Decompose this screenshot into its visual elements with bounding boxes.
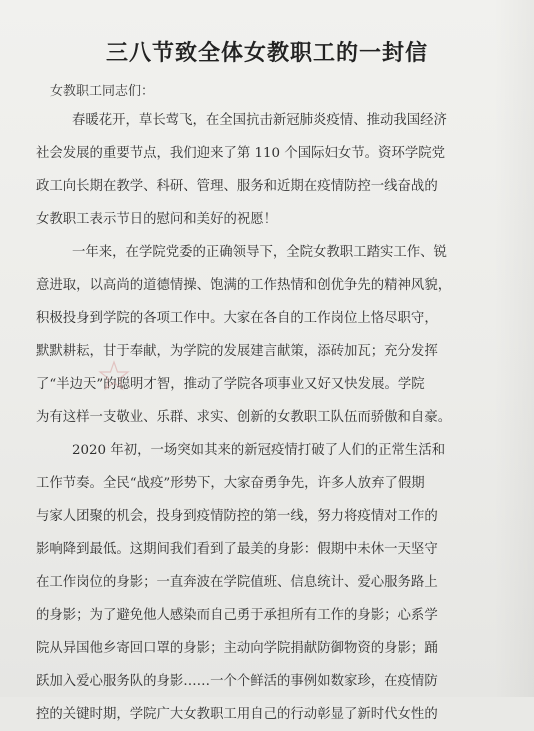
text-line: 意进取，以高尚的道德情操、饱满的工作热情和创优争先的精神风貌，	[36, 278, 452, 293]
text-line: 默默耕耘，甘于奉献，为学院的发展建言献策，添砖加瓦；充分发挥	[36, 344, 438, 359]
text-line: 春暖花开，草长莺飞，在全国抗击新冠肺炎疫情、推动我国经济	[72, 113, 447, 128]
text-line: 在工作岗位的身影；一直奔波在学院值班、信息统计、爱心服务路上	[36, 575, 438, 590]
text-line: 的身影；为了避免他人感染而自己勇于承担所有工作的身影；心系学	[36, 608, 438, 623]
text-line: 工作节奏。全民“战疫”形势下，大家奋勇争先，许多人放弃了假期	[36, 476, 425, 491]
text-line: 积极投身到学院的各项工作中。大家在各自的工作岗位上恪尽职守，	[36, 311, 438, 326]
document-title: 三八节致全体女教职工的一封信	[105, 41, 428, 66]
page-shadow	[494, 0, 534, 697]
text-line: 影响降到最低。这期间我们看到了最美的身影：假期中未休一天坚守	[36, 542, 438, 557]
letter-body	[36, 104, 498, 731]
text-line: 2020 年初，一场突如其来的新冠疫情打破了人们的正常生活和	[72, 443, 446, 458]
faint-stamp-icon	[94, 356, 134, 396]
greeting-line: 女教职工同志们：	[50, 84, 155, 99]
text-line: 跃加入爱心服务队的身影……一个个鲜活的事例如数家珍，在疫情防	[36, 674, 438, 689]
text-line: 院从异国他乡寄回口罩的身影；主动向学院捐献防御物资的身影；踊	[36, 641, 438, 656]
text-line: 政工向长期在教学、科研、管理、服务和近期在疫情防控一线奋战的	[36, 179, 438, 194]
text-line: 社会发展的重要节点，我们迎来了第 110 个国际妇女节。资环学院党	[36, 146, 446, 161]
text-line: 为有这样一支敬业、乐群、求实、创新的女教职工队伍而骄傲和自豪。	[36, 410, 452, 425]
text-line: 一年来，在学院党委的正确领导下，全院女教职工踏实工作、锐	[72, 245, 447, 260]
text-line: 控的关键时期，学院广大女教职工用自己的行动彰显了新时代女性的	[36, 707, 438, 722]
text-line: 与家人团聚的机会，投身到疫情防控的第一线，努力将疫情对工作的	[36, 509, 438, 524]
text-line: 女教职工表示节日的慰问和美好的祝愿！	[36, 212, 278, 227]
text-line: 了“半边天”的聪明才智，推动了学院各项事业又好又快发展。学院	[36, 377, 425, 392]
